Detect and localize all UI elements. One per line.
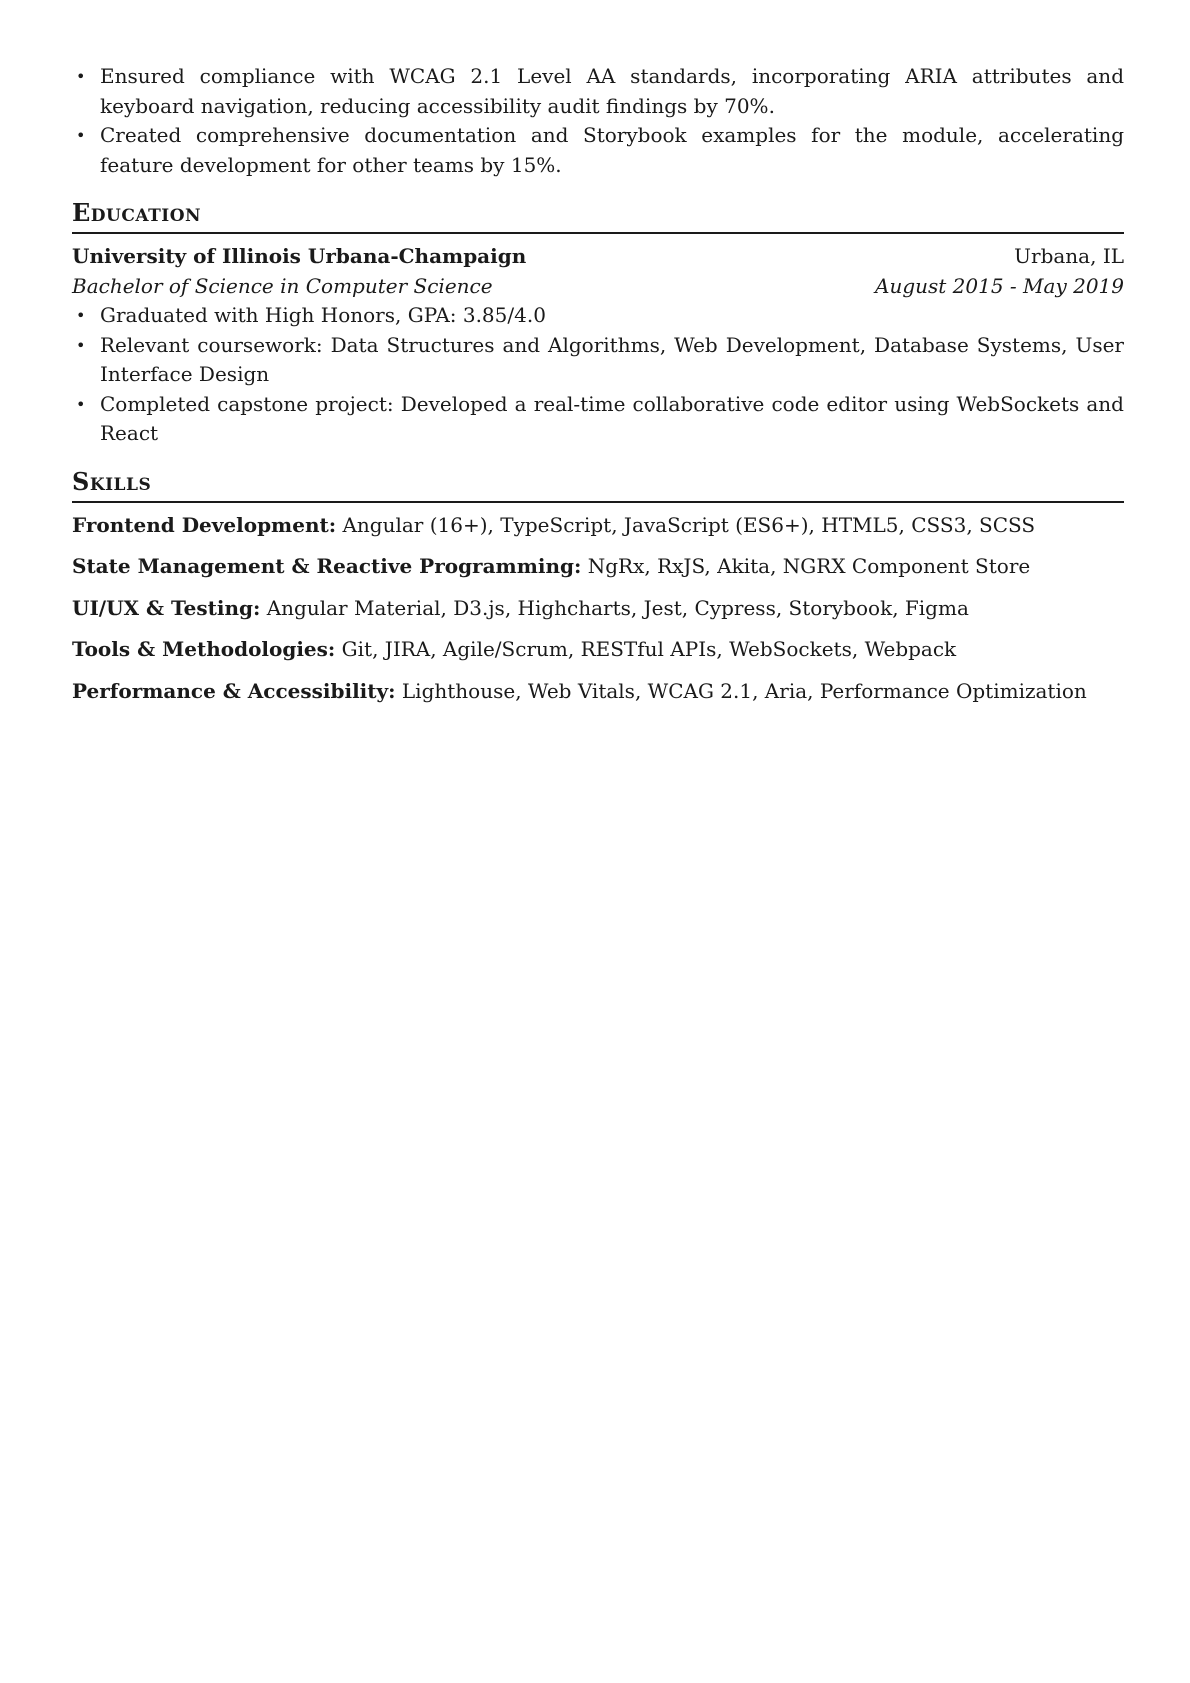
education-dates: August 2015 - May 2019 — [875, 273, 1124, 298]
school-location: Urbana, IL — [1014, 244, 1124, 268]
resume-page — [72, 62, 1124, 718]
education-bullet: • Graduated with High Honors, GPA: 3.85/4.0 — [72, 301, 1124, 331]
skill-category: Frontend Development: — [72, 512, 337, 537]
education-bullet: • Relevant coursework: Data Structures and Algorithms, Web Development, Database Systems, User Interface Design — [72, 331, 1124, 390]
education-section-title: Education — [72, 196, 1124, 234]
skill-category: UI/UX & Testing: — [72, 595, 261, 620]
education-header-row — [72, 242, 1124, 272]
education-bullet: • Completed capstone project: Developed a real-time collaborative code editor using WebSockets and React — [72, 390, 1124, 449]
education-degree-row — [72, 272, 1124, 302]
education-bullet-list — [72, 301, 1124, 449]
skill-values: NgRx, RxJS, Akita, NGRX Component Store — [587, 554, 1031, 578]
skill-line — [72, 594, 1124, 623]
skill-category: Tools & Methodologies: — [72, 637, 336, 661]
experience-bullet: • Created comprehensive documentation and Storybook examples for the module, accelerating feature development for other teams by 15%. — [72, 121, 1124, 180]
skill-line — [72, 511, 1124, 540]
skill-line — [72, 552, 1124, 581]
skill-line — [72, 635, 1124, 664]
skill-values: Lighthouse, Web Vitals, WCAG 2.1, Aria, Performance Optimization — [401, 678, 1087, 703]
skills-section-title: Skills — [72, 465, 1124, 503]
experience-bullet-list — [72, 62, 1124, 180]
skill-values: Angular (16+), TypeScript, JavaScript (ES6+), HTML5, CSS3, SCSS — [342, 512, 1036, 537]
school-name: University of Illinois Urbana-Champaign — [72, 244, 527, 268]
degree-name: Bachelor of Science in Computer Science — [72, 273, 493, 298]
skill-line — [72, 677, 1124, 706]
experience-bullet: • Ensured compliance with WCAG 2.1 Level AA standards, incorporating ARIA attributes and keyboard navigation, reducing accessibility audit findings by 70%. — [72, 62, 1124, 121]
skill-values: Angular Material, D3.js, Highcharts, Jest, Cypress, Storybook, Figma — [266, 595, 969, 620]
skill-values: Git, JIRA, Agile/Scrum, RESTful APIs, WebSockets, Webpack — [341, 637, 957, 661]
skill-category: Performance & Accessibility: — [72, 678, 396, 703]
skills-list — [72, 511, 1124, 706]
skill-category: State Management & Reactive Programming: — [72, 554, 582, 578]
